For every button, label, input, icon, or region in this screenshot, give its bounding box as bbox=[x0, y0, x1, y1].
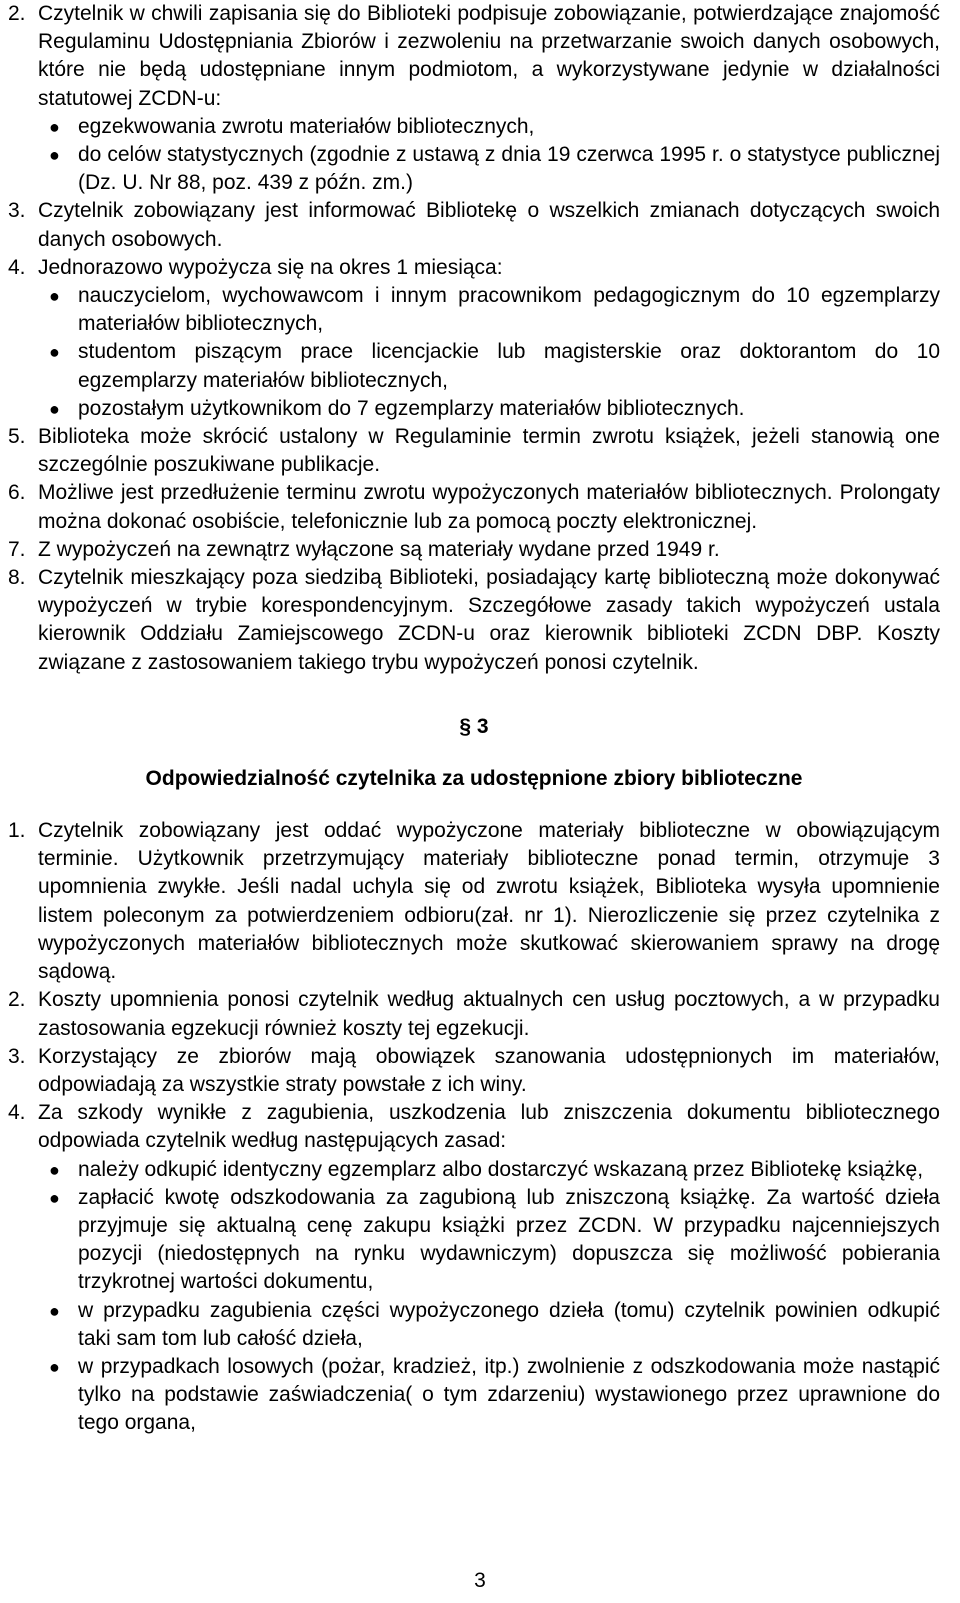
bullet-icon: ● bbox=[49, 1356, 60, 1377]
list-item bbox=[8, 564, 940, 677]
bullet-item: ● nauczycielom, wychowawcom i innym pracownikom pedagogicznym do 10 egzemplarzy materiałów bibliotecznych, bbox=[49, 284, 940, 336]
item-text: Z wypożyczeń na zewnątrz wyłączone są materiały wydane przed 1949 r. bbox=[38, 537, 720, 561]
bullet-item: ● do celów statystycznych (zgodnie z ustawą z dnia 19 czerwca 1995 r. o statystyce publicznej (Dz. U. Nr 88, poz. 439 z późn. zm.) bbox=[49, 143, 940, 195]
item-number: 6. bbox=[8, 481, 26, 505]
bullet-item: ● egzekwowania zwrotu materiałów bibliotecznych, bbox=[8, 113, 940, 141]
bullet-icon: ● bbox=[49, 286, 60, 307]
item-text: Czytelnik mieszkający poza siedzibą Biblioteki, posiadający kartę biblioteczną może dokonywać wypożyczeń w trybie korespondencyjnym. Szczegółowe zasady takich wypożyczeń ustala kierownik Oddziału Zamiejscowego ZCDN-u oraz kierownik biblioteki ZCDN DBP. Koszty związane z zastosowaniem takiego trybu wypożyczeń ponosi czytelnik. bbox=[38, 566, 940, 674]
list-item bbox=[8, 986, 940, 1042]
item-text: Korzystający ze zbiorów mają obowiązek szanowania udostępnionych im materiałów, odpowiadają za wszystkie straty powstałe z ich winy. bbox=[38, 1044, 940, 1096]
bullet-icon: ● bbox=[49, 1300, 60, 1321]
bullet-list bbox=[8, 1156, 940, 1438]
bullet-item: ● w przypadku zagubienia części wypożyczonego dzieła (tomu) czytelnik powinien odkupić taki sam tom lub całość dzieła, bbox=[49, 1298, 940, 1350]
item-number: 4. bbox=[8, 255, 26, 279]
list-item bbox=[8, 1043, 940, 1099]
list-item bbox=[8, 197, 940, 253]
page-number: 3 bbox=[474, 1569, 486, 1592]
bullet-icon: ● bbox=[49, 145, 60, 166]
section-sign: § 3 bbox=[459, 714, 489, 738]
item-text: Czytelnik zobowiązany jest informować Bibliotekę o wszelkich zmianach dotyczących swoich danych osobowych. bbox=[38, 199, 940, 251]
list-item bbox=[8, 536, 940, 564]
bullet-icon: ● bbox=[49, 1187, 60, 1208]
section-title: Odpowiedzialność czytelnika za udostępnione zbiory biblioteczne bbox=[145, 766, 803, 790]
bullet-list bbox=[8, 113, 940, 198]
list-item bbox=[8, 423, 940, 479]
bullet-item: ● należy odkupić identyczny egzemplarz albo dostarczyć wskazaną przez Bibliotekę książkę, bbox=[8, 1156, 940, 1184]
item-text: Biblioteka może skrócić ustalony w Regulaminie termin zwrotu książek, jeżeli stanowią one szczególnie poszukiwane publikacje. bbox=[38, 425, 940, 477]
list-item bbox=[8, 1099, 940, 1155]
bullet-icon: ● bbox=[49, 116, 60, 137]
document-page bbox=[8, 0, 940, 1438]
bullet-list bbox=[8, 282, 940, 423]
item-text: Możliwe jest przedłużenie terminu zwrotu wypożyczonych materiałów bibliotecznych. Prolongaty można dokonać osobiście, telefonicznie lub za pomocą poczty elektronicznej. bbox=[38, 481, 940, 533]
bullet-item: ● zapłacić kwotę odszkodowania za zagubioną lub zniszczoną książkę. Za wartość dzieła przyjmuje się aktualną cenę zakupu książki przez ZCDN. W przypadku najcenniejszych pozycji (niedostępnych na rynku wydawniczym) dopuszcza się możliwość pobierania trzykrotnej wartości dokumentu, bbox=[49, 1185, 940, 1294]
item-number: 3. bbox=[8, 199, 26, 223]
bullet-icon: ● bbox=[49, 398, 60, 419]
list-item bbox=[8, 817, 940, 986]
item-number: 8. bbox=[8, 566, 26, 590]
item-number: 3. bbox=[8, 1044, 26, 1068]
item-number: 2. bbox=[8, 2, 26, 25]
bullet-item: ● studentom piszącym prace licencjackie lub magisterskie oraz doktorantom do 10 egzemplarzy materiałów bibliotecznych, bbox=[49, 340, 940, 392]
list-item bbox=[8, 479, 940, 535]
list-item bbox=[8, 254, 940, 282]
item-text: Za szkody wynikłe z zagubienia, uszkodzenia lub zniszczenia dokumentu bibliotecznego odpowiada czytelnik według następujących zasad: bbox=[38, 1101, 940, 1153]
item-number: 2. bbox=[8, 988, 26, 1012]
bullet-item: ● w przypadkach losowych (pożar, kradzież, itp.) zwolnienie z odszkodowania może nastąpić tylko na podstawie zaświadczenia( o tym zdarzeniu) wystawionego przez uprawnione do tego organa, bbox=[49, 1354, 940, 1435]
item-number: 4. bbox=[8, 1101, 26, 1125]
item-number: 1. bbox=[8, 819, 26, 843]
item-text: Jednorazowo wypożycza się na okres 1 miesiąca: bbox=[38, 255, 503, 279]
bullet-icon: ● bbox=[49, 342, 60, 363]
item-number: 5. bbox=[8, 425, 26, 449]
item-text: Czytelnik w chwili zapisania się do Biblioteki podpisuje zobowiązanie, potwierdzające znajomość Regulaminu Udostępniania Zbiorów i zezwoleniu na przetwarzanie swoich danych osobowych, które nie będą udostępniane innym podmiotom, a wykorzystywane jedynie w działalności statutowej ZCDN-u: bbox=[38, 2, 940, 110]
item-text: Czytelnik zobowiązany jest oddać wypożyczone materiały biblioteczne w obowiązującym terminie. Użytkownik przetrzymujący materiały biblioteczne ponad termin, otrzymuje 3 upomnienia zwykłe. Jeśli nadal uchyla się od zwrotu książek, Biblioteka wysyła upomnienie listem poleconym za potwierdzeniem odbioru(zał. nr 1). Nierozliczenie się przez czytelnika z wypożyczonych materiałów bibliotecznych może skutkować skierowaniem sprawy na drogę sądową. bbox=[38, 819, 940, 984]
item-text: Koszty upomnienia ponosi czytelnik według aktualnych cen usług pocztowych, a w przypadku zastosowania egzekucji również koszty tej egzekucji. bbox=[38, 988, 940, 1040]
bullet-item: ● pozostałym użytkownikom do 7 egzemplarzy materiałów bibliotecznych. bbox=[8, 395, 940, 423]
item-number: 7. bbox=[8, 537, 26, 561]
bullet-icon: ● bbox=[49, 1159, 60, 1180]
list-item bbox=[8, 0, 940, 113]
